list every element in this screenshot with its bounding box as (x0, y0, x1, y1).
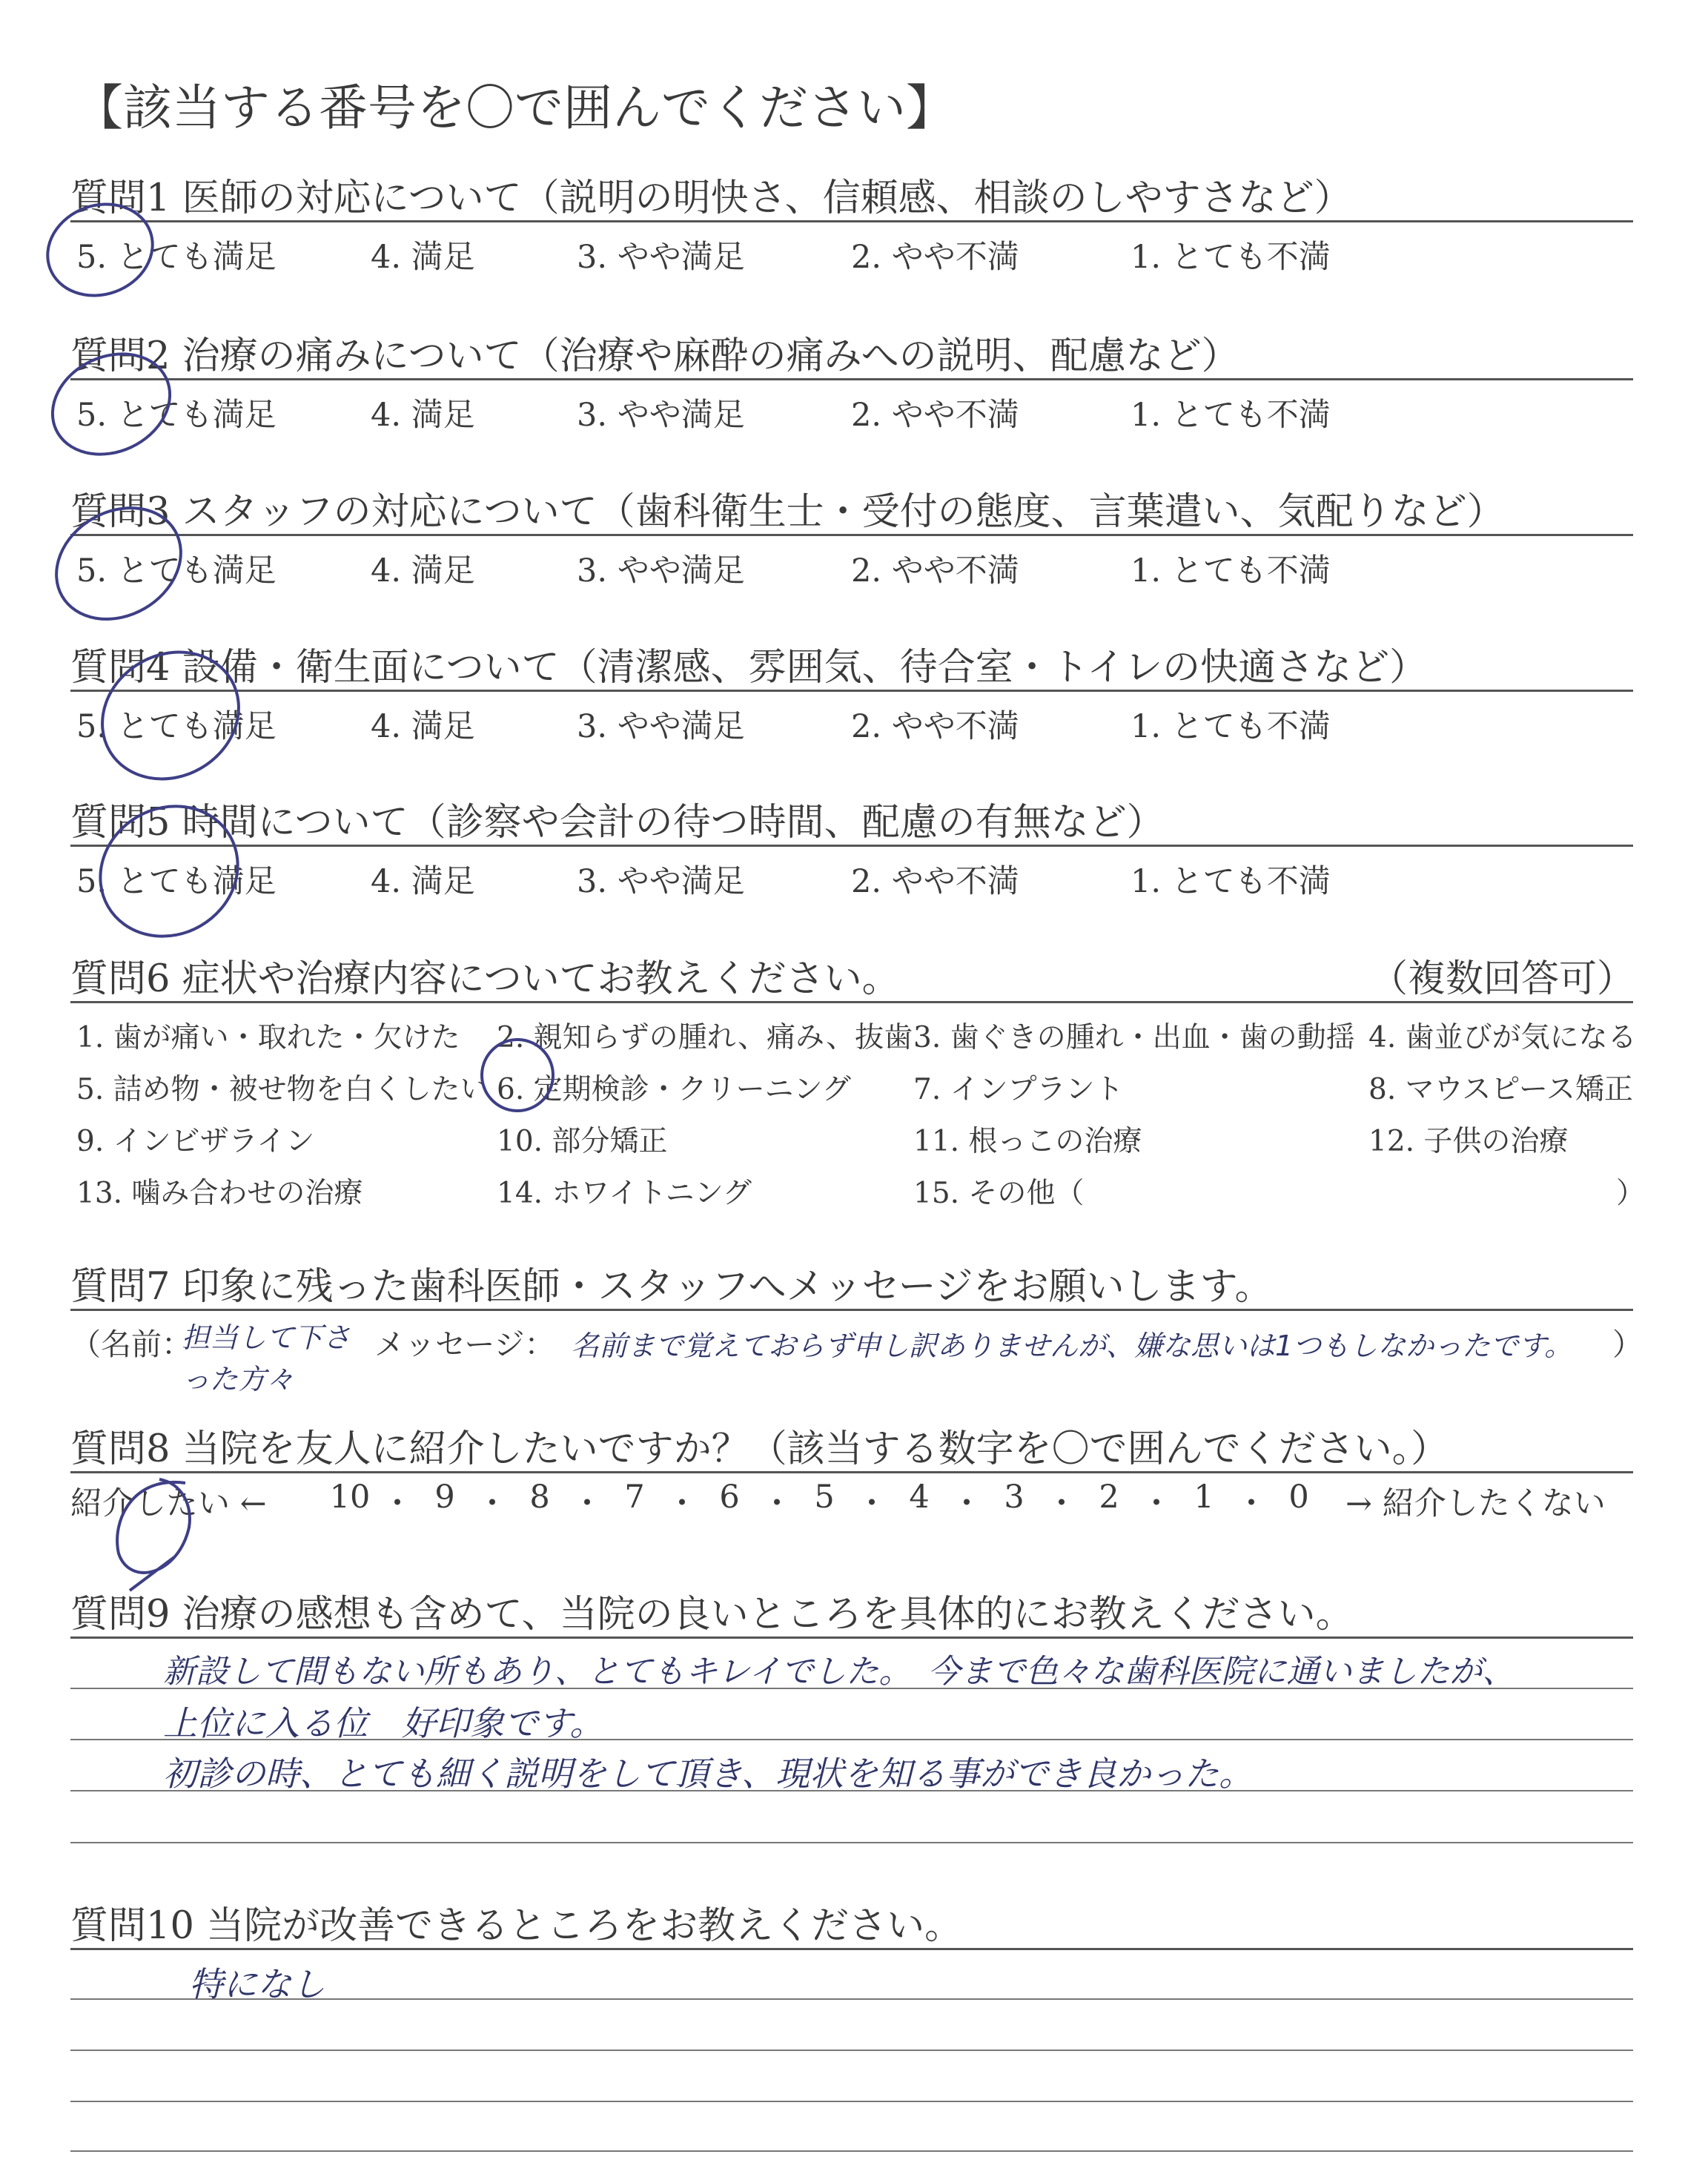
question-5-heading: 質問5 時間について（診察や会計の待つ時間、配慮の有無など） (70, 801, 1165, 845)
q6-option-10[interactable]: 10. 部分矯正 (497, 1125, 668, 1158)
q8-scale-separator: ・ (666, 1485, 698, 1522)
question-7-rule (70, 1309, 1633, 1311)
question-8-heading: 質問8 当院を友人に紹介したいですか？（該当する数字を〇で囲んでください。） (70, 1427, 1449, 1471)
q7-close-paren: ） (1612, 1327, 1643, 1362)
q6-option-1[interactable]: 1. 歯が痛い・取れた・欠けた (76, 1021, 460, 1054)
question-9-heading: 質問9 治療の感想も含めて、当院の良いところを具体的にお教えください。 (70, 1593, 1354, 1636)
q8-scale-7[interactable]: 7 (624, 1479, 645, 1516)
q1-option-5[interactable]: 5. とても満足 (76, 239, 277, 276)
question-8-rule (70, 1471, 1633, 1473)
q7-message-label: メッセージ： (374, 1327, 555, 1362)
q6-option-9[interactable]: 9. インビザライン (76, 1125, 315, 1158)
question-4-heading: 質問4 設備・衛生面について（清潔感、雰囲気、待合室・トイレの快適さなど） (70, 646, 1428, 690)
q8-scale-9[interactable]: 9 (434, 1479, 455, 1516)
q4-option-1[interactable]: 1. とても不満 (1131, 708, 1331, 745)
q6-option-15-close: ） (1616, 1177, 1646, 1210)
q3-option-3[interactable]: 3. やや満足 (577, 552, 745, 589)
question-7-heading: 質問7 印象に残った歯科医師・スタッフへメッセージをお願いします。 (70, 1265, 1273, 1309)
question-2-rule (70, 378, 1633, 380)
q10-answer[interactable]: 特になし (189, 1964, 325, 2004)
question-4-rule (70, 690, 1633, 692)
q5-option-4[interactable]: 4. 満足 (371, 863, 475, 900)
q8-scale-separator: ・ (950, 1485, 983, 1522)
q4-option-4[interactable]: 4. 満足 (371, 708, 475, 745)
q8-scale-separator: ・ (855, 1485, 888, 1522)
q8-scale-4[interactable]: 4 (909, 1479, 930, 1516)
q8-scale-separator: ・ (571, 1485, 603, 1522)
q1-option-3[interactable]: 3. やや満足 (577, 239, 745, 276)
q3-option-2[interactable]: 2. やや不満 (851, 552, 1019, 589)
q8-scale-2[interactable]: 2 (1099, 1479, 1119, 1516)
q3-option-4[interactable]: 4. 満足 (371, 552, 475, 589)
q8-left-label[interactable]: 紹介したい ← (70, 1485, 267, 1522)
q2-option-1[interactable]: 1. とても不満 (1131, 397, 1331, 434)
q4-option-3[interactable]: 3. やや満足 (577, 708, 745, 745)
q7-name-label: （名前： (70, 1327, 192, 1362)
q6-option-15[interactable]: 15. その他（ (913, 1177, 1085, 1210)
question-6-rule (70, 1001, 1633, 1003)
q6-option-6[interactable]: 6. 定期検診・クリーニング (497, 1073, 851, 1106)
q9-answer-line-3[interactable]: 初診の時、とても細く説明をして頂き、現状を知る事ができ良かった。 (163, 1754, 1254, 1794)
q5-option-5[interactable]: 5. とても満足 (76, 863, 277, 900)
q6-option-4[interactable]: 4. 歯並びが気になる (1368, 1021, 1637, 1054)
q1-option-2[interactable]: 2. やや不満 (851, 239, 1019, 276)
question-9-rule (70, 1636, 1633, 1639)
q6-option-13[interactable]: 13. 噛み合わせの治療 (76, 1177, 363, 1210)
q8-scale-3[interactable]: 3 (1004, 1479, 1025, 1516)
q8-scale-1[interactable]: 1 (1194, 1479, 1214, 1516)
q7-message-value[interactable]: 名前まで覚えておらず申し訳ありませんが、嫌な思いは1つもしなかったです。 (571, 1330, 1573, 1362)
q6-option-12[interactable]: 12. 子供の治療 (1368, 1125, 1569, 1158)
q6-option-7[interactable]: 7. インプラント (913, 1073, 1124, 1106)
q8-scale-0[interactable]: 0 (1288, 1479, 1309, 1516)
question-10-heading: 質問10 当院が改善できるところをお教えください。 (70, 1904, 963, 1948)
q2-option-3[interactable]: 3. やや満足 (577, 397, 745, 434)
q8-scale-separator: ・ (761, 1485, 793, 1522)
q8-scale-5[interactable]: 5 (814, 1479, 835, 1516)
question-6-heading: 質問6 症状や治療内容についてお教えください。 (70, 957, 900, 1001)
q5-option-1[interactable]: 1. とても不満 (1131, 863, 1331, 900)
q6-option-8[interactable]: 8. マウスピース矯正 (1368, 1073, 1633, 1106)
question-3-heading: 質問3 スタッフの対応について（歯科衛生士・受付の態度、言葉遣い、気配りなど） (70, 490, 1505, 534)
question-2-heading: 質問2 治療の痛みについて（治療や麻酔の痛みへの説明、配慮など） (70, 334, 1239, 378)
q6-option-14[interactable]: 14. ホワイトニング (497, 1177, 752, 1210)
question-6-note: （複数回答可） (1370, 957, 1635, 1001)
q9-answer-line-2[interactable]: 上位に入る位 好印象です。 (163, 1703, 604, 1743)
answer-line (70, 2101, 1633, 2102)
q9-answer-line-1[interactable]: 新設して間もない所もあり、とてもキレイでした。 今まで色々な歯科医院に通いましたが、 (163, 1653, 1515, 1691)
q8-right-label[interactable]: → 紹介したくない (1345, 1485, 1606, 1522)
question-10-rule (70, 1948, 1633, 1950)
q2-option-4[interactable]: 4. 満足 (371, 397, 475, 434)
q1-option-1[interactable]: 1. とても不満 (1131, 239, 1331, 276)
q5-option-3[interactable]: 3. やや満足 (577, 863, 745, 900)
question-1-heading: 質問1 医師の対応について（説明の明快さ、信頼感、相談のしやすさなど） (70, 176, 1352, 220)
q5-option-2[interactable]: 2. やや不満 (851, 863, 1019, 900)
q8-scale-separator: ・ (1235, 1485, 1268, 1522)
q8-scale-8[interactable]: 8 (529, 1479, 550, 1516)
form-title: 【該当する番号を〇で囲んでください】 (74, 79, 955, 136)
q3-option-5[interactable]: 5. とても満足 (76, 552, 277, 589)
q4-option-5[interactable]: 5. とても満足 (76, 708, 277, 745)
question-5-rule (70, 845, 1633, 847)
q6-option-11[interactable]: 11. 根っこの治療 (913, 1125, 1142, 1158)
q8-scale-6[interactable]: 6 (719, 1479, 740, 1516)
q6-option-2[interactable]: 2. 親知らずの腫れ、痛み、抜歯 (497, 1021, 913, 1054)
q1-option-4[interactable]: 4. 満足 (371, 239, 475, 276)
q8-scale-separator: ・ (476, 1485, 509, 1522)
answer-line (70, 1842, 1633, 1843)
q8-scale-separator: ・ (381, 1485, 414, 1522)
q8-scale (326, 1479, 1323, 1524)
question-1-rule (70, 220, 1633, 222)
answer-line (70, 2150, 1633, 2152)
q6-option-3[interactable]: 3. 歯ぐきの腫れ・出血・歯の動揺 (913, 1021, 1355, 1054)
q4-option-2[interactable]: 2. やや不満 (851, 708, 1019, 745)
q2-option-5[interactable]: 5. とても満足 (76, 397, 277, 434)
q3-option-1[interactable]: 1. とても不満 (1131, 552, 1331, 589)
answer-line (70, 2050, 1633, 2051)
q8-scale-separator: ・ (1140, 1485, 1173, 1522)
q7-name-value[interactable]: 担当して下さった方々 (182, 1321, 351, 1396)
q8-scale-10[interactable]: 10 (329, 1479, 371, 1516)
q2-option-2[interactable]: 2. やや不満 (851, 397, 1019, 434)
q6-option-5[interactable]: 5. 詰め物・被せ物を白くしたい (76, 1073, 489, 1106)
q8-scale-separator: ・ (1045, 1485, 1078, 1522)
question-3-rule (70, 534, 1633, 536)
